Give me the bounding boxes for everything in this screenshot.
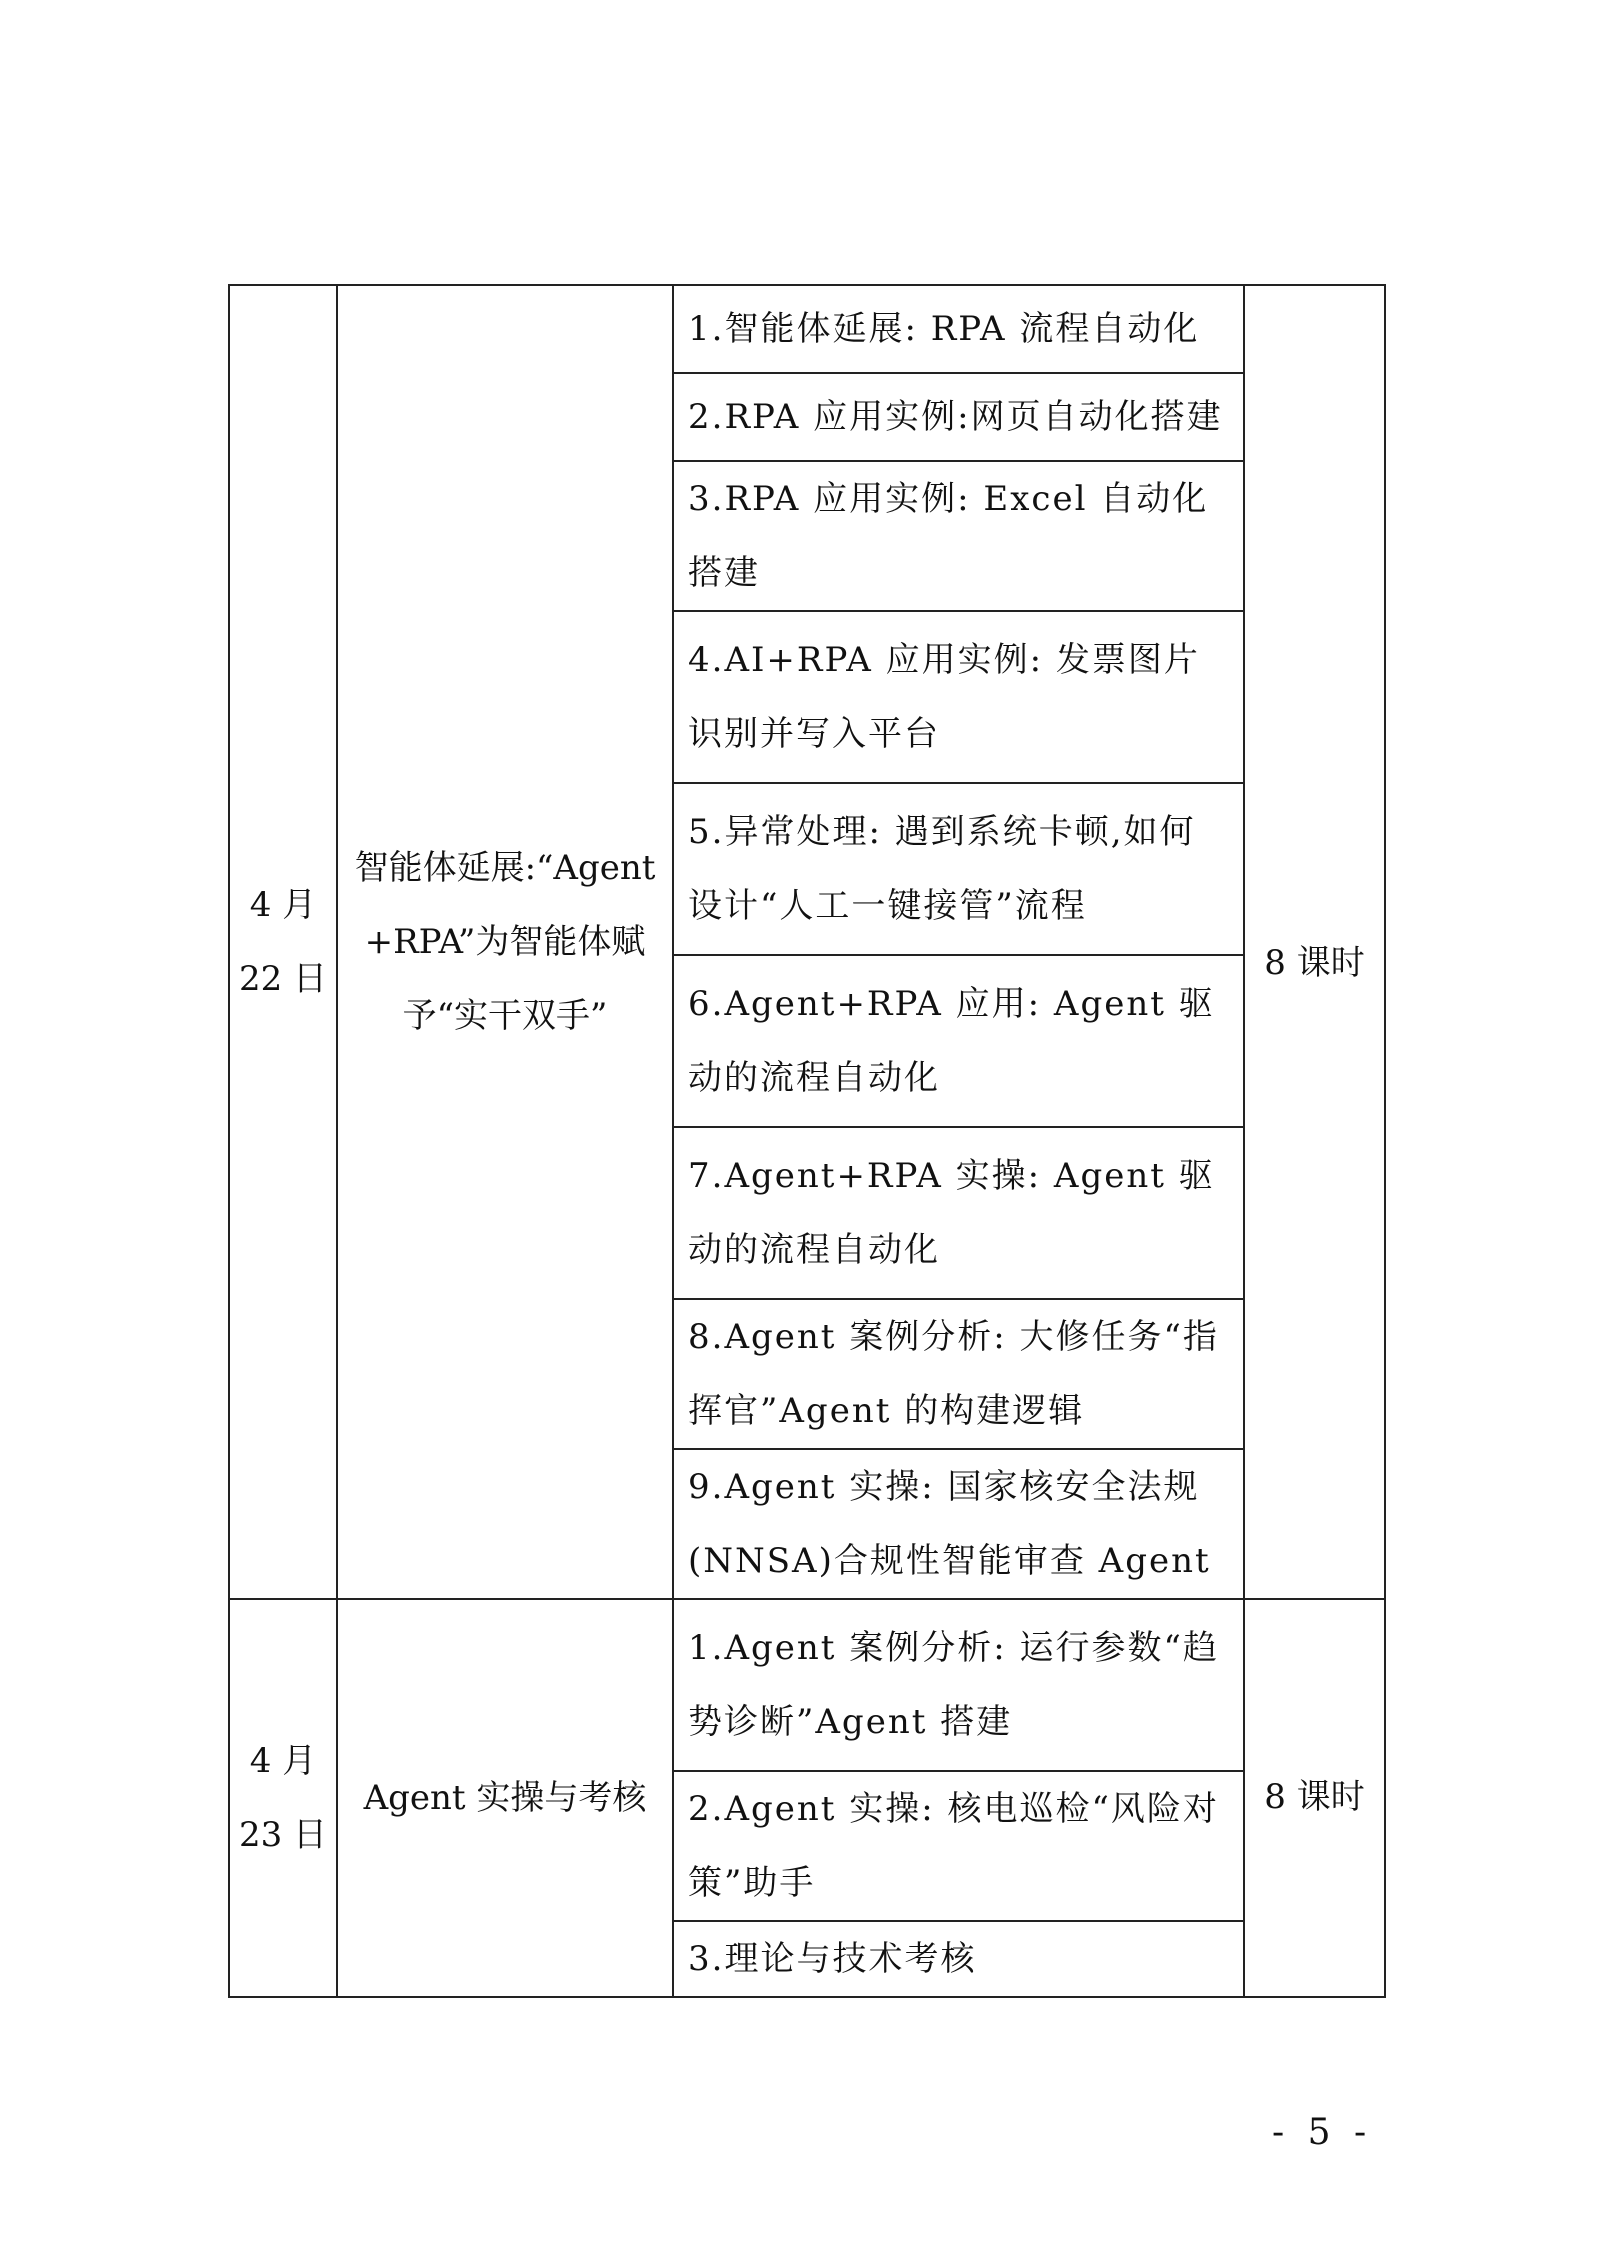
hours-label: 8 课时 [1264, 943, 1365, 983]
content-item: 3.RPA 应用实例: Excel 自动化搭建 [673, 461, 1244, 611]
hours-cell [1244, 1599, 1385, 1997]
date-day: 22 日 [238, 959, 328, 999]
content-item: 7.Agent+RPA 实操: Agent 驱动的流程自动化 [673, 1127, 1244, 1299]
course-schedule-table [228, 284, 1386, 1998]
content-item: 1.Agent 案例分析: 运行参数“趋势诊断”Agent 搭建 [673, 1599, 1244, 1771]
table-row [229, 285, 1385, 373]
content-item: 6.Agent+RPA 应用: Agent 驱动的流程自动化 [673, 955, 1244, 1127]
table-row [229, 1599, 1385, 1771]
hours-label: 8 课时 [1264, 1777, 1365, 1817]
date-day: 23 日 [238, 1815, 328, 1855]
content-item: 8.Agent 案例分析: 大修任务“指挥官”Agent 的构建逻辑 [673, 1299, 1244, 1449]
content-item: 4.AI+RPA 应用实例: 发票图片识别并写入平台 [673, 611, 1244, 783]
date-cell [229, 285, 337, 1599]
content-item: 3.理论与技术考核 [673, 1921, 1244, 1997]
date-month: 4 月 [249, 885, 317, 925]
topic-cell: 智能体延展:“Agent+RPA”为智能体赋予“实干双手” [337, 285, 673, 1599]
date-month: 4 月 [249, 1741, 317, 1781]
date-cell [229, 1599, 337, 1997]
content-item: 5.异常处理: 遇到系统卡顿,如何设计“人工一键接管”流程 [673, 783, 1244, 955]
content-item: 2.Agent 实操: 核电巡检“风险对策”助手 [673, 1771, 1244, 1921]
topic-cell: Agent 实操与考核 [337, 1599, 673, 1997]
page-number: - 5 - [1272, 2112, 1373, 2153]
content-item: 9.Agent 实操: 国家核安全法规(NNSA)合规性智能审查 Agent [673, 1449, 1244, 1599]
content-item: 1.智能体延展: RPA 流程自动化 [673, 285, 1244, 373]
content-item: 2.RPA 应用实例:网页自动化搭建 [673, 373, 1244, 461]
hours-cell [1244, 285, 1385, 1599]
